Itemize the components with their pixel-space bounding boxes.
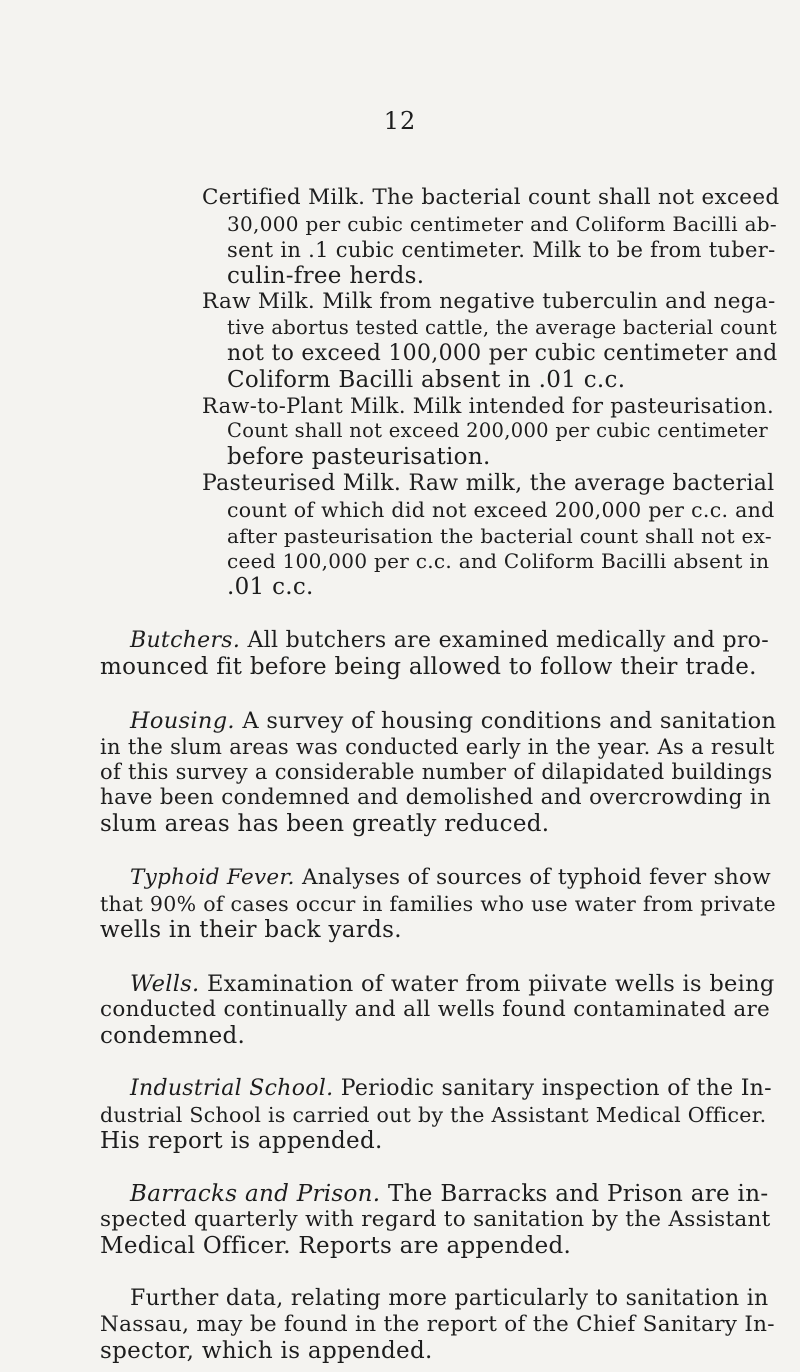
wells-heading: Wells. [130,971,200,998]
further-data-line: spector, which is appended. [100,1338,433,1364]
housing-heading: Housing. [130,707,235,734]
housing-line: slum areas has been greatly reduced. [100,811,550,838]
industrial-school-text: Periodic sanitary inspection of the In- [340,1076,772,1102]
industrial-school-line: His report is appended. [100,1127,383,1154]
certified-milk-line: 30,000 per cubic centimeter and Coliform Bacilli ab- [227,211,777,236]
raw-milk-line: Coliform Bacilli absent in .01 c.c. [227,366,626,393]
further-data-paragraph-first-line: Further data, relating more particularly to sanitation in [130,1286,769,1312]
barracks-heading: Barracks and Prison. [130,1181,381,1208]
butchers-text: All butchers are examined medically and pro- [247,627,769,653]
raw-milk-line: tive abortus tested cattle, the average bacterial count [227,316,778,340]
pasteurised-milk-line: count of which did not exceed 200,000 per c.c. and [227,497,775,522]
pasteurised-milk-line: Pasteurised Milk. Raw milk, the average bacterial [202,470,775,496]
raw-milk-line: not to exceed 100,000 per cubic centimeter and [227,340,778,366]
pasteurised-milk-line: ceed 100,000 per c.c. and Coliform Bacilli absent in [227,549,770,574]
housing-line: have been condemned and demolished and overcrowding in [100,785,772,811]
industrial-school-heading: Industrial School. [130,1076,334,1102]
further-data-line: Nassau, may be found in the report of the Chief Sanitary In- [100,1312,775,1338]
page-number: 12 [383,107,417,135]
typhoid-line: that 90% of cases occur in families who use water from private [100,892,776,917]
butchers-heading: Butchers. [130,627,241,653]
industrial-school-line: dustrial School is carried out by the Assistant Medical Officer. [100,1103,767,1128]
raw-to-plant-milk-line: before pasteurisation. [227,444,491,471]
certified-milk-line: culin-free herds. [227,262,425,289]
housing-line: of this survey a considerable number of dilapidated buildings [100,760,773,785]
raw-to-plant-milk-line: Count shall not exceed 200,000 per cubic centimeter [227,419,769,443]
housing-line: in the slum areas was conducted early in the year. As a result [100,734,775,759]
certified-milk-line: Certified Milk. The bacterial count shall not exceed [202,185,780,210]
pasteurised-milk-line: after pasteurisation the bacterial count shall not ex- [227,523,772,548]
barracks-line: Medical Officer. Reports are appended. [100,1232,572,1259]
raw-to-plant-milk-line: Raw-to-Plant Milk. Milk intended for pasteurisation. [202,393,774,418]
butchers-line: mounced fit before being allowed to follow their trade. [100,653,757,680]
typhoid-line: wells in their back yards. [100,916,402,943]
typhoid-heading: Typhoid Fever. [130,865,295,891]
barracks-line: spected quarterly with regard to sanitation by the Assistant [100,1207,771,1233]
wells-line: conducted continually and all wells found contaminated are [100,997,771,1023]
typhoid-text: Analyses of sources of typhoid fever show [301,865,772,891]
wells-line: condemned. [100,1022,246,1049]
housing-text: A survey of housing conditions and sanitation [242,707,777,734]
pasteurised-milk-line: .01 c.c. [227,574,314,601]
certified-milk-line: sent in .1 cubic centimeter. Milk to be from tuber- [227,237,776,262]
wells-text: Examination of water from piivate wells is being [206,971,775,998]
raw-milk-line: Raw Milk. Milk from negative tuberculin and nega- [202,289,776,315]
barracks-text: The Barracks and Prison are in- [388,1181,769,1208]
